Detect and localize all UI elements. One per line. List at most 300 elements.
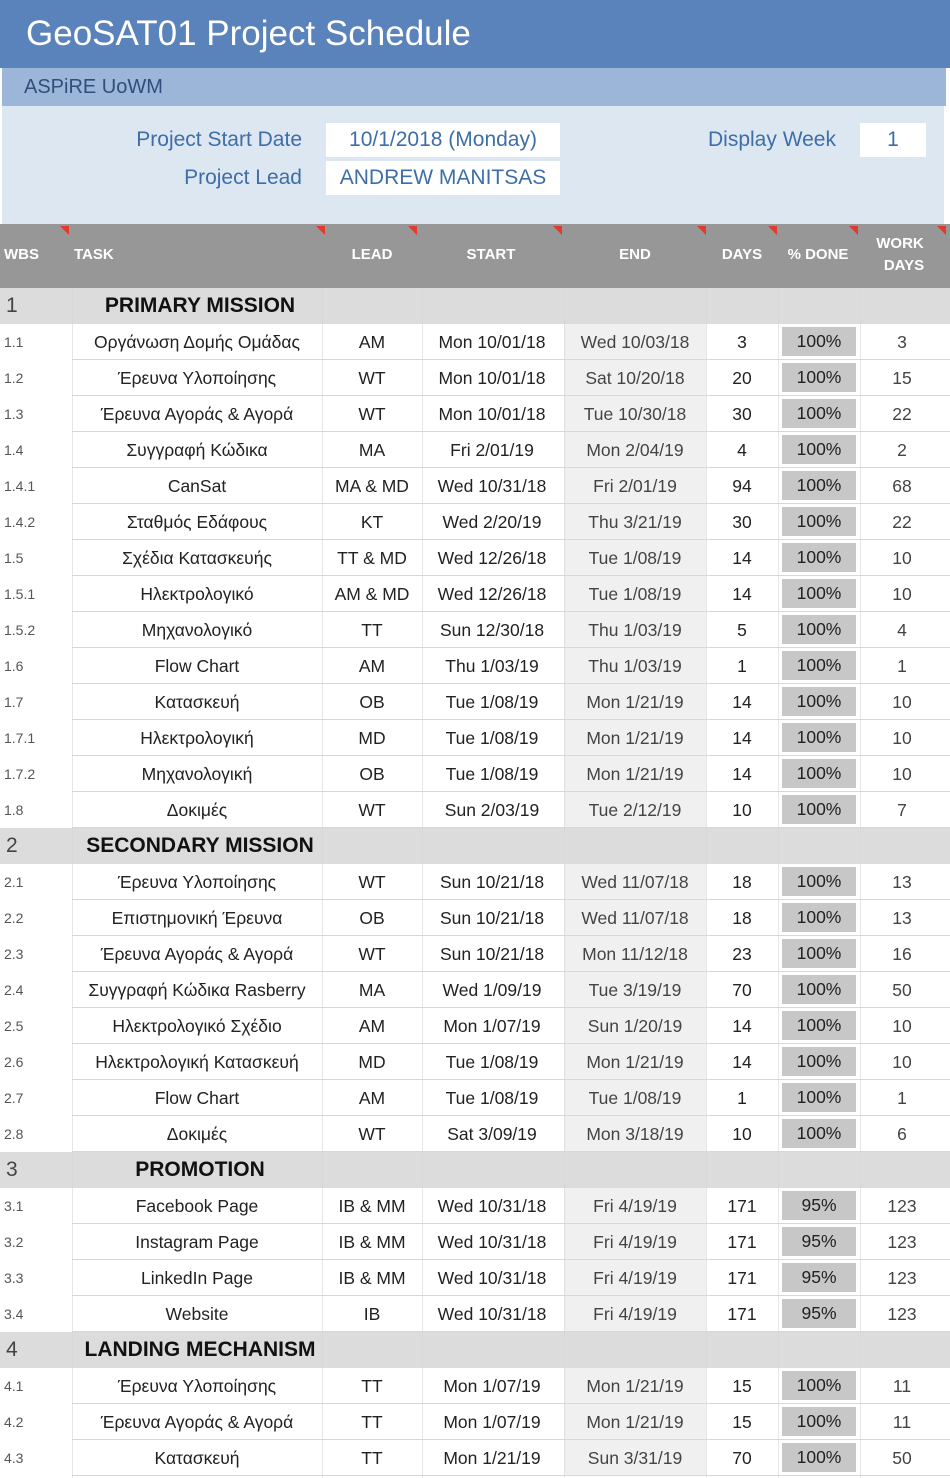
project-lead-field[interactable]: ANDREW MANITSAS	[326, 161, 560, 195]
display-week-label: Display Week	[708, 128, 836, 151]
percent-done-cell[interactable]: 100%	[782, 939, 856, 968]
project-lead-label: Project Lead	[184, 166, 302, 189]
header-days: DAYS	[721, 246, 763, 263]
end-date-cell: Mon 3/18/19	[564, 1116, 706, 1151]
task-cell[interactable]: Ηλεκτρολογική	[140, 728, 254, 748]
end-date-cell: Mon 1/21/19	[564, 1044, 706, 1079]
lead-cell[interactable]: MA	[358, 440, 386, 460]
start-date-cell[interactable]: Tue 1/08/19	[445, 1052, 539, 1072]
wbs-cell: 3.4	[4, 1306, 24, 1322]
work-days-cell: 6	[897, 1124, 907, 1144]
end-date-cell: Tue 1/08/19	[564, 576, 706, 611]
work-days-cell: 22	[892, 404, 912, 424]
wbs-cell: 1.7	[4, 694, 24, 710]
end-date-cell: Fri 4/19/19	[564, 1188, 706, 1223]
lead-cell[interactable]: AM & MD	[334, 584, 410, 604]
work-days-cell: 10	[892, 584, 912, 604]
table-row	[0, 1296, 950, 1332]
work-days-cell: 123	[887, 1196, 917, 1216]
section-title: PROMOTION	[135, 1158, 265, 1181]
wbs-cell: 1.5.2	[4, 622, 36, 638]
work-days-cell: 4	[897, 620, 907, 640]
percent-done-cell[interactable]: 100%	[782, 759, 856, 788]
lead-cell[interactable]: AM	[358, 656, 386, 676]
wbs-cell: 1.1	[4, 334, 24, 350]
start-date-field[interactable]: 10/1/2018 (Monday)	[326, 123, 560, 157]
task-cell[interactable]: Συγγραφή Κώδικα Rasberry	[88, 980, 306, 1000]
work-days-cell: 7	[897, 800, 907, 820]
days-cell: 70	[732, 980, 752, 1000]
work-days-cell: 50	[892, 980, 912, 1000]
end-date-cell: Sun 3/31/19	[564, 1440, 706, 1475]
wbs-cell: 2.2	[4, 910, 24, 926]
table-row	[0, 504, 950, 540]
percent-done-cell[interactable]: 100%	[782, 1407, 856, 1436]
section-title: SECONDARY MISSION	[86, 834, 314, 857]
percent-done-cell[interactable]: 100%	[782, 327, 856, 356]
lead-cell[interactable]: IB & MM	[338, 1232, 406, 1252]
project-info-panel	[2, 106, 944, 224]
percent-done-cell[interactable]: 100%	[782, 471, 856, 500]
work-days-cell: 3	[897, 332, 907, 352]
task-cell[interactable]: Έρευνα Αγοράς & Αγορά	[100, 944, 294, 964]
end-date-cell: Mon 11/12/18	[564, 936, 706, 971]
wbs-cell: 2.8	[4, 1126, 24, 1142]
lead-cell[interactable]: WT	[358, 368, 386, 388]
work-days-cell: 123	[887, 1268, 917, 1288]
wbs-cell: 1.7.2	[4, 766, 36, 782]
start-date-cell[interactable]: Tue 1/08/19	[445, 728, 539, 748]
wbs-cell: 1.2	[4, 370, 24, 386]
days-cell: 14	[732, 548, 752, 568]
days-cell: 23	[732, 944, 752, 964]
section-title: PRIMARY MISSION	[104, 294, 296, 317]
wbs-cell: 1.5.1	[4, 586, 36, 602]
end-date-cell: Fri 4/19/19	[564, 1224, 706, 1259]
start-date-cell[interactable]: Mon 1/07/19	[443, 1376, 541, 1396]
task-cell[interactable]: LinkedIn Page	[141, 1268, 253, 1288]
table-row	[0, 1116, 950, 1152]
lead-cell[interactable]: OB	[359, 908, 385, 928]
start-date-cell[interactable]: Sun 10/21/18	[439, 872, 545, 892]
lead-cell[interactable]: MA	[358, 980, 386, 1000]
table-row	[0, 1044, 950, 1080]
grid-line	[706, 288, 707, 1478]
work-days-cell: 11	[892, 1376, 912, 1396]
days-cell: 94	[732, 476, 752, 496]
comment-marker	[408, 226, 417, 235]
task-cell[interactable]: Flow Chart	[154, 656, 240, 676]
section-row	[0, 1332, 950, 1368]
end-date-cell: Tue 3/19/19	[564, 972, 706, 1007]
percent-done-cell[interactable]: 100%	[782, 795, 856, 824]
header-task: TASK	[74, 246, 114, 263]
percent-done-cell[interactable]: 100%	[782, 903, 856, 932]
task-cell[interactable]: Μηχανολογική	[141, 764, 253, 784]
header-wbs: WBS	[4, 246, 39, 263]
days-cell: 10	[732, 800, 752, 820]
table-row	[0, 684, 950, 720]
percent-done-cell[interactable]: 95%	[782, 1299, 856, 1328]
work-days-cell: 13	[892, 908, 912, 928]
display-week-field[interactable]: 1	[860, 123, 926, 157]
work-days-cell: 11	[892, 1412, 912, 1432]
section-row	[0, 828, 950, 864]
start-date-cell[interactable]: Wed 12/26/18	[437, 584, 547, 604]
percent-done-cell[interactable]: 100%	[782, 1443, 856, 1472]
wbs-cell: 1.6	[4, 658, 24, 674]
percent-done-cell[interactable]: 100%	[782, 1011, 856, 1040]
title-bar	[0, 0, 950, 68]
start-date-cell[interactable]: Wed 2/20/19	[442, 512, 542, 532]
header-start: START	[466, 246, 516, 263]
days-cell: 15	[732, 1376, 752, 1396]
task-cell[interactable]: Έρευνα Αγοράς & Αγορά	[100, 1412, 294, 1432]
section-row	[0, 288, 950, 324]
task-cell[interactable]: Σταθμός Εδάφους	[126, 512, 268, 532]
days-cell: 14	[732, 764, 752, 784]
comment-marker	[937, 226, 946, 235]
task-cell[interactable]: Instagram Page	[135, 1232, 259, 1252]
days-cell: 14	[732, 584, 752, 604]
work-days-cell: 15	[892, 368, 912, 388]
percent-done-cell[interactable]: 100%	[782, 399, 856, 428]
days-cell: 171	[727, 1232, 757, 1252]
lead-cell[interactable]: TT	[361, 620, 383, 640]
table-row	[0, 720, 950, 756]
organization-name: ASPiRE UoWM	[24, 76, 163, 98]
work-days-cell: 22	[892, 512, 912, 532]
lead-cell[interactable]: AM	[358, 1088, 386, 1108]
row-divider	[72, 1475, 950, 1476]
days-cell: 1	[737, 1088, 747, 1108]
work-days-cell: 123	[887, 1232, 917, 1252]
task-cell[interactable]: Έρευνα Υλοποίησης	[117, 1376, 277, 1396]
wbs-cell: 2.4	[4, 982, 24, 998]
percent-done-cell[interactable]: 95%	[782, 1227, 856, 1256]
wbs-cell: 4.1	[4, 1378, 24, 1394]
task-cell[interactable]: Ηλεκτρολογικό	[140, 584, 254, 604]
percent-done-cell[interactable]: 100%	[782, 435, 856, 464]
lead-cell[interactable]: MD	[358, 728, 386, 748]
wbs-cell: 2.5	[4, 1018, 24, 1034]
days-cell: 171	[727, 1196, 757, 1216]
task-cell[interactable]: Ηλεκτρολογικό Σχέδιο	[112, 1016, 282, 1036]
start-date-cell[interactable]: Sun 2/03/19	[444, 800, 540, 820]
lead-cell[interactable]: IB	[363, 1304, 381, 1324]
end-date-cell: Mon 1/21/19	[564, 720, 706, 755]
days-cell: 171	[727, 1268, 757, 1288]
end-date-cell: Sun 1/20/19	[564, 1008, 706, 1043]
task-cell[interactable]: Οργάνωση Δομής Ομάδας	[94, 332, 300, 352]
end-date-cell: Fri 4/19/19	[564, 1260, 706, 1295]
comment-marker	[768, 226, 777, 235]
work-days-cell: 1	[897, 656, 907, 676]
lead-cell[interactable]: WT	[358, 800, 386, 820]
work-days-cell: 68	[892, 476, 912, 496]
grid-line	[322, 288, 323, 1478]
table-row	[0, 612, 950, 648]
work-days-cell: 10	[892, 764, 912, 784]
start-date-cell[interactable]: Wed 1/09/19	[442, 980, 542, 1000]
percent-done-cell[interactable]: 100%	[782, 543, 856, 572]
start-date-cell[interactable]: Wed 10/31/18	[437, 1268, 547, 1288]
table-row	[0, 540, 950, 576]
end-date-cell: Wed 10/03/18	[564, 324, 706, 359]
table-row	[0, 396, 950, 432]
section-number: 3	[6, 1158, 18, 1181]
end-date-cell: Tue 2/12/19	[564, 792, 706, 827]
table-row	[0, 1404, 950, 1440]
end-date-cell: Tue 10/30/18	[564, 396, 706, 431]
wbs-cell: 1.4.2	[4, 514, 36, 530]
work-days-cell: 123	[887, 1304, 917, 1324]
grid-line	[422, 288, 423, 1478]
task-cell[interactable]: Κατασκευή	[154, 1448, 240, 1468]
table-row	[0, 756, 950, 792]
page-title: GeoSAT01 Project Schedule	[26, 14, 471, 53]
percent-done-cell[interactable]: 100%	[782, 1119, 856, 1148]
days-cell: 70	[732, 1448, 752, 1468]
task-cell[interactable]: Έρευνα Υλοποίησης	[117, 368, 277, 388]
wbs-cell: 1.7.1	[4, 730, 36, 746]
task-cell[interactable]: Website	[165, 1304, 229, 1324]
start-date-cell[interactable]: Thu 1/03/19	[445, 656, 539, 676]
table-row	[0, 792, 950, 828]
section-number: 1	[6, 294, 18, 317]
table-row	[0, 972, 950, 1008]
end-date-cell: Mon 1/21/19	[564, 756, 706, 791]
work-days-cell: 1	[897, 1088, 907, 1108]
days-cell: 14	[732, 1016, 752, 1036]
end-date-cell: Mon 1/21/19	[564, 1368, 706, 1403]
start-date-cell[interactable]: Wed 10/31/18	[437, 1196, 547, 1216]
task-cell[interactable]: Σχέδια Κατασκευής	[122, 548, 272, 568]
percent-done-cell[interactable]: 95%	[782, 1191, 856, 1220]
end-date-cell: Thu 1/03/19	[564, 612, 706, 647]
start-date-cell[interactable]: Mon 10/01/18	[438, 404, 546, 424]
wbs-cell: 1.3	[4, 406, 24, 422]
wbs-cell: 1.4	[4, 442, 24, 458]
start-date-cell[interactable]: Sun 10/21/18	[439, 944, 545, 964]
percent-done-cell[interactable]: 100%	[782, 579, 856, 608]
grid-line	[72, 288, 73, 1478]
percent-done-cell[interactable]: 100%	[782, 687, 856, 716]
start-date-cell[interactable]: Sun 10/21/18	[439, 908, 545, 928]
work-days-cell: 10	[892, 548, 912, 568]
lead-cell[interactable]: WT	[358, 944, 386, 964]
task-cell[interactable]: Facebook Page	[135, 1196, 259, 1216]
days-cell: 1	[737, 656, 747, 676]
table-row	[0, 1224, 950, 1260]
table-row	[0, 432, 950, 468]
lead-cell[interactable]: IB & MM	[338, 1268, 406, 1288]
table-row	[0, 360, 950, 396]
days-cell: 10	[732, 1124, 752, 1144]
lead-cell[interactable]: WT	[358, 404, 386, 424]
start-date-cell[interactable]: Mon 10/01/18	[438, 368, 546, 388]
section-number: 2	[6, 834, 18, 857]
task-cell[interactable]: Μηχανολογικό	[141, 620, 253, 640]
end-date-cell: Fri 2/01/19	[564, 468, 706, 503]
task-cell[interactable]: Ηλεκτρολογική Κατασκευή	[95, 1052, 299, 1072]
grid-line	[860, 288, 861, 1478]
start-date-cell[interactable]: Fri 2/01/19	[450, 440, 534, 460]
task-cell[interactable]: Επιστημονική Έρευνα	[111, 908, 283, 928]
days-cell: 18	[732, 872, 752, 892]
days-cell: 171	[727, 1304, 757, 1324]
task-cell[interactable]: Flow Chart	[154, 1088, 240, 1108]
task-cell[interactable]: Δοκιμές	[166, 800, 228, 820]
lead-cell[interactable]: TT	[361, 1376, 383, 1396]
wbs-cell: 3.2	[4, 1234, 24, 1250]
wbs-cell: 1.4.1	[4, 478, 36, 494]
task-cell[interactable]: Έρευνα Υλοποίησης	[117, 872, 277, 892]
days-cell: 30	[732, 404, 752, 424]
start-date-cell[interactable]: Sat 3/09/19	[447, 1124, 537, 1144]
percent-done-cell[interactable]: 100%	[782, 615, 856, 644]
end-date-cell: Thu 1/03/19	[564, 648, 706, 683]
work-days-cell: 16	[892, 944, 912, 964]
percent-done-cell[interactable]: 100%	[782, 363, 856, 392]
lead-cell[interactable]: WT	[358, 872, 386, 892]
grid-line	[564, 288, 565, 1478]
work-days-cell: 2	[897, 440, 907, 460]
percent-done-cell[interactable]: 100%	[782, 1083, 856, 1112]
days-cell: 30	[732, 512, 752, 532]
comment-marker	[316, 226, 325, 235]
comment-marker	[553, 226, 562, 235]
work-days-cell: 10	[892, 728, 912, 748]
section-row	[0, 1152, 950, 1188]
work-days-cell: 10	[892, 692, 912, 712]
start-date-cell[interactable]: Mon 1/07/19	[443, 1016, 541, 1036]
task-cell[interactable]: Έρευνα Αγοράς & Αγορά	[100, 404, 294, 424]
wbs-cell: 1.5	[4, 550, 24, 566]
table-row	[0, 900, 950, 936]
work-days-cell: 13	[892, 872, 912, 892]
work-days-cell: 50	[892, 1448, 912, 1468]
header-lead: LEAD	[351, 246, 393, 263]
start-date-cell[interactable]: Sun 12/30/18	[439, 620, 545, 640]
start-date-cell[interactable]: Tue 1/08/19	[445, 1088, 539, 1108]
days-cell: 14	[732, 1052, 752, 1072]
wbs-cell: 3.1	[4, 1198, 24, 1214]
table-row	[0, 1260, 950, 1296]
task-cell[interactable]: Δοκιμές	[166, 1124, 228, 1144]
end-date-cell: Fri 4/19/19	[564, 1296, 706, 1331]
lead-cell[interactable]: OB	[359, 764, 385, 784]
end-date-cell: Tue 1/08/19	[564, 1080, 706, 1115]
task-cell[interactable]: Συγγραφή Κώδικα	[126, 440, 268, 460]
end-date-cell: Tue 1/08/19	[564, 540, 706, 575]
task-cell[interactable]: Κατασκευή	[154, 692, 240, 712]
days-cell: 18	[732, 908, 752, 928]
lead-cell[interactable]: AM	[358, 1016, 386, 1036]
start-date-cell[interactable]: Mon 1/21/19	[443, 1448, 541, 1468]
wbs-cell: 4.3	[4, 1450, 24, 1466]
end-date-cell: Mon 1/21/19	[564, 1404, 706, 1439]
end-date-cell: Wed 11/07/18	[564, 864, 706, 899]
end-date-cell: Mon 1/21/19	[564, 684, 706, 719]
start-date-cell[interactable]: Tue 1/08/19	[445, 764, 539, 784]
lead-cell[interactable]: KT	[360, 512, 384, 532]
wbs-cell: 2.3	[4, 946, 24, 962]
header-work-days-2: DAYS	[883, 257, 925, 274]
start-date-cell[interactable]: Mon 10/01/18	[438, 332, 546, 352]
table-row	[0, 576, 950, 612]
days-cell: 15	[732, 1412, 752, 1432]
comment-marker	[849, 226, 858, 235]
percent-done-cell[interactable]: 100%	[782, 651, 856, 680]
lead-cell[interactable]: OB	[359, 692, 385, 712]
work-days-cell: 10	[892, 1016, 912, 1036]
end-date-cell: Thu 3/21/19	[564, 504, 706, 539]
percent-done-cell[interactable]: 100%	[782, 975, 856, 1004]
start-date-cell[interactable]: Wed 10/31/18	[437, 1304, 547, 1324]
table-row	[0, 1368, 950, 1404]
task-cell[interactable]: CanSat	[167, 476, 227, 496]
lead-cell[interactable]: MD	[358, 1052, 386, 1072]
table-row	[0, 468, 950, 504]
wbs-cell: 2.6	[4, 1054, 24, 1070]
table-row	[0, 648, 950, 684]
table-row	[0, 936, 950, 972]
percent-done-cell[interactable]: 95%	[782, 1263, 856, 1292]
comment-marker	[60, 226, 69, 235]
work-days-cell: 10	[892, 1052, 912, 1072]
percent-done-cell[interactable]: 100%	[782, 723, 856, 752]
percent-done-cell[interactable]: 100%	[782, 1047, 856, 1076]
start-date-cell[interactable]: Mon 1/07/19	[443, 1412, 541, 1432]
start-date-label: Project Start Date	[136, 128, 302, 151]
table-row	[0, 1440, 950, 1476]
subtitle-bar	[2, 68, 946, 106]
wbs-cell: 2.1	[4, 874, 24, 890]
header-end: END	[619, 246, 651, 263]
lead-cell[interactable]: TT	[361, 1412, 383, 1432]
percent-done-cell[interactable]: 100%	[782, 1371, 856, 1400]
wbs-cell: 4.2	[4, 1414, 24, 1430]
lead-cell[interactable]: TT & MD	[337, 548, 407, 568]
days-cell: 14	[732, 728, 752, 748]
lead-cell[interactable]: IB & MM	[338, 1196, 406, 1216]
header-done: % DONE	[787, 246, 849, 263]
wbs-cell: 1.8	[4, 802, 24, 818]
wbs-cell: 3.3	[4, 1270, 24, 1286]
percent-done-cell[interactable]: 100%	[782, 507, 856, 536]
start-date-cell[interactable]: Wed 12/26/18	[437, 548, 547, 568]
start-date-cell[interactable]: Wed 10/31/18	[437, 476, 547, 496]
lead-cell[interactable]: AM	[358, 332, 386, 352]
percent-done-cell[interactable]: 100%	[782, 867, 856, 896]
days-cell: 3	[737, 332, 747, 352]
days-cell: 20	[732, 368, 752, 388]
start-date-cell[interactable]: Tue 1/08/19	[445, 692, 539, 712]
table-row	[0, 1080, 950, 1116]
days-cell: 4	[737, 440, 747, 460]
lead-cell[interactable]: TT	[361, 1448, 383, 1468]
table-row	[0, 1188, 950, 1224]
table-row	[0, 324, 950, 360]
lead-cell[interactable]: MA & MD	[335, 476, 409, 496]
table-row	[0, 864, 950, 900]
start-date-cell[interactable]: Wed 10/31/18	[437, 1232, 547, 1252]
header-work-days-1: WORK	[876, 235, 924, 252]
lead-cell[interactable]: WT	[358, 1124, 386, 1144]
end-date-cell: Wed 11/07/18	[564, 900, 706, 935]
days-cell: 5	[737, 620, 747, 640]
